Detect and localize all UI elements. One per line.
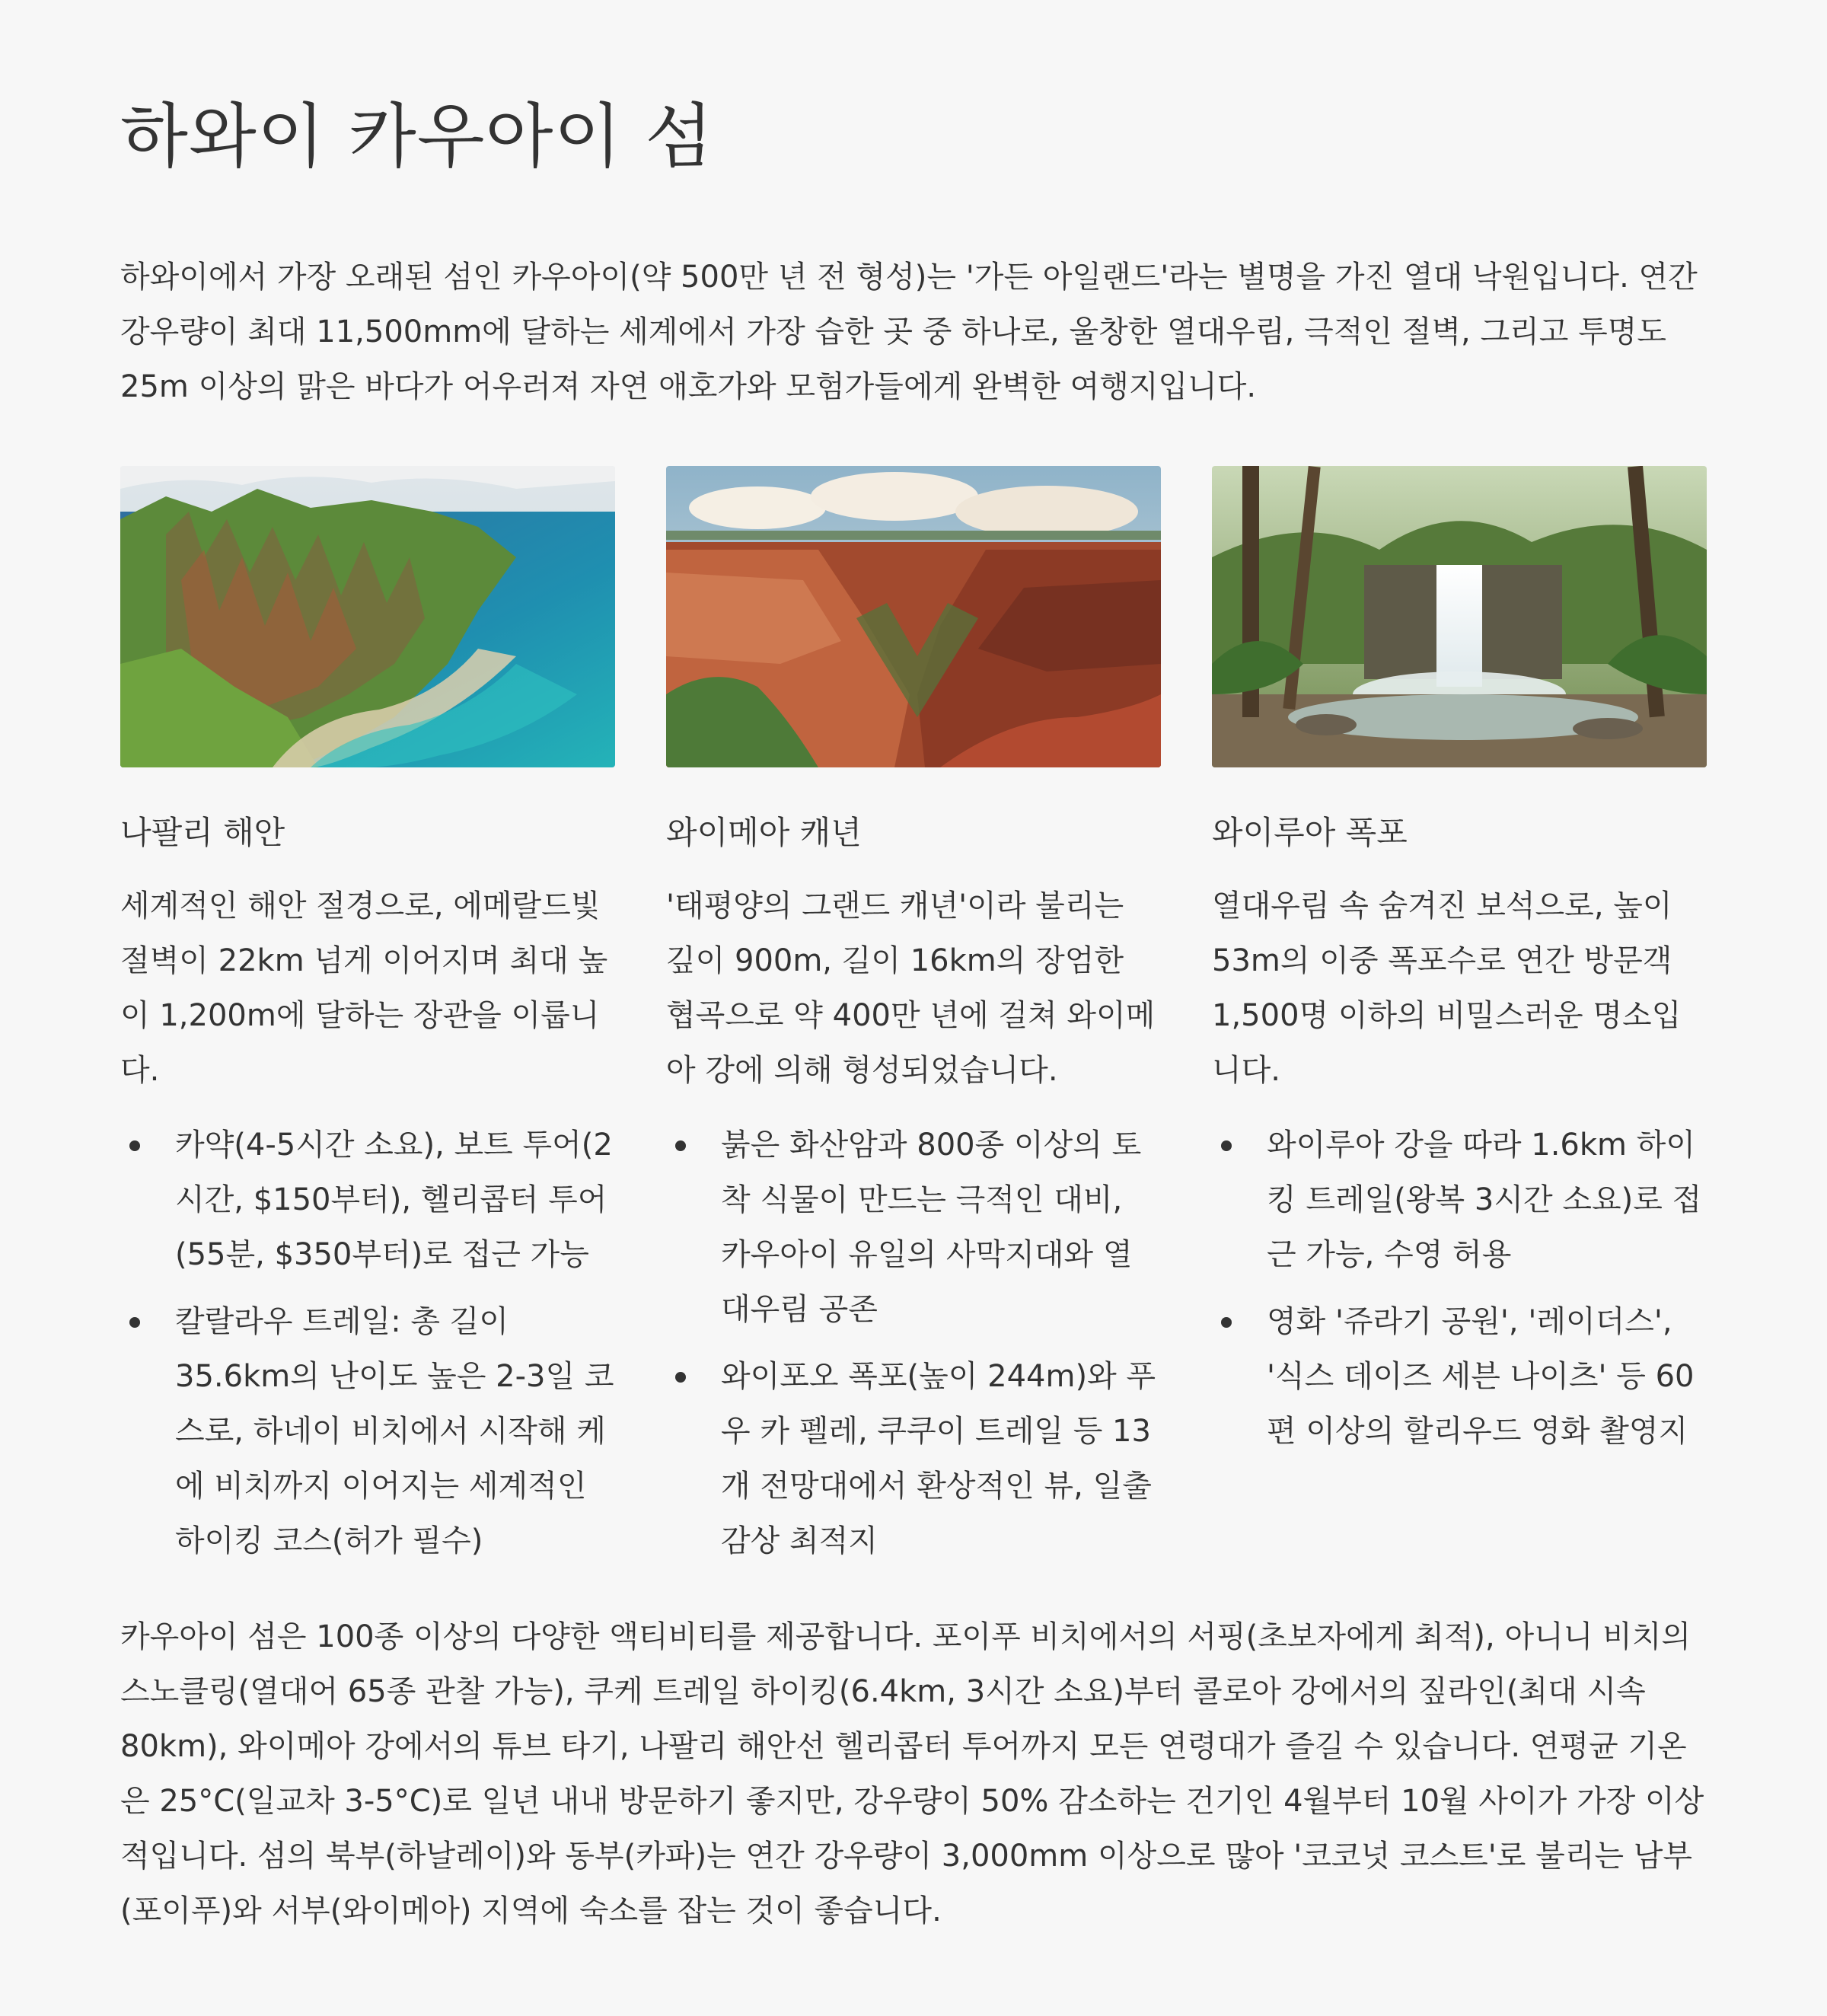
attraction-description: '태평양의 그랜드 캐년'이라 불리는 깊이 900m, 길이 16km의 장엄한 협곡으로 약 400만 년에 걸쳐 와이메아 강에 의해 형성되었습니다. [666, 888, 1156, 1088]
attraction-title: 와이루아 폭포 [1212, 814, 1408, 851]
wailua-falls-illustration [1212, 466, 1707, 767]
bullet-icon [1221, 1317, 1232, 1328]
waimea-canyon-illustration [666, 466, 1161, 767]
list-item-text: 칼랄라우 트레일: 총 길이 35.6km의 난이도 높은 2-3일 코스로, 하네이 비치에서 시작해 케에 비치까지 이어지는 세계적인 하이킹 코스(허가 필수) [175, 1304, 614, 1558]
napali-coast-image [120, 466, 615, 767]
list-item [120, 1294, 615, 1568]
attraction-description: 세계적인 해안 절경으로, 에메랄드빛 절벽이 22km 넘게 이어지며 최대 높이 1,200m에 달하는 장관을 이룹니다. [120, 888, 608, 1088]
list-item [120, 1118, 615, 1282]
list-item [666, 1349, 1161, 1568]
bullet-icon [1221, 1140, 1232, 1151]
attraction-bullet-list [1212, 1118, 1707, 1459]
list-item-text: 카약(4-5시간 소요), 보트 투어(2시간, $150부터), 헬리콥터 투어(55분, $350부터)로 접근 가능 [175, 1128, 613, 1272]
page-title: 하와이 카우아이 섬 [120, 96, 714, 177]
attraction-title: 나팔리 해안 [120, 814, 285, 851]
list-item-text: 와이포오 폭포(높이 244m)와 푸우 카 펠레, 쿠쿠이 트레일 등 13개 전망대에서 환상적인 뷰, 일출 감상 최적지 [721, 1359, 1156, 1558]
attraction-bullet-list [666, 1118, 1161, 1568]
attraction-card-wailua [1212, 466, 1707, 1581]
bullet-icon [129, 1140, 140, 1151]
list-item [1212, 1294, 1707, 1459]
list-item-text: 영화 '쥬라기 공원', '레이더스', '식스 데이즈 세븐 나이츠' 등 60편 이상의 할리우드 영화 촬영지 [1267, 1304, 1695, 1449]
list-item [1212, 1118, 1707, 1282]
attraction-bullet-list [120, 1118, 615, 1568]
attraction-title: 와이메아 캐년 [666, 814, 862, 851]
list-item-text: 붉은 화산암과 800종 이상의 토착 식물이 만드는 극적인 대비, 카우아이 유일의 사막지대와 열대우림 공존 [721, 1128, 1142, 1327]
bullet-icon [129, 1317, 140, 1328]
bullet-icon [675, 1372, 686, 1383]
list-item-text: 와이루아 강을 따라 1.6km 하이킹 트레일(왕복 3시간 소요)로 접근 가능, 수영 허용 [1267, 1128, 1702, 1272]
wailua-falls-image [1212, 466, 1707, 767]
outro-paragraph: 카우아이 섬은 100종 이상의 다양한 액티비티를 제공합니다. 포이푸 비치에서의 서핑(초보자에게 최적), 아니니 비치의 스노클링(열대어 65종 관찰 가능), 쿠케 트레일 하이킹(6.4km, 3시간 소요)부터 콜로아 강에서의 짚라인(최대 시속 80km), 와이메아 강에서의 튜브 타기, 나팔리 해안선 헬리콥터 투어까지 모든 연령대가 즐길 수 있습니다. 연평균 기온은 25°C(일교차 3-5°C)로 일년 내내 방문하기 좋지만, 강우량이 50% 감소하는 건기인 4월부터 10월 사이가 가장 이상적입니다. 섬의 북부(하날레이)와 동부(카파)는 연간 강우량이 3,000mm 이상으로 많아 '코코넛 코스트'로 불리는 남부(포이푸)와 서부(와이메아) 지역에 숙소를 잡는 것이 좋습니다. [120, 1619, 1704, 1928]
attractions-grid [120, 466, 1707, 1581]
intro-paragraph: 하와이에서 가장 오래된 섬인 카우아이(약 500만 년 전 형성)는 '가든 아일랜드'라는 별명을 가진 열대 낙원입니다. 연간 강우량이 최대 11,500mm에 달하는 세계에서 가장 습한 곳 중 하나로, 울창한 열대우림, 극적인 절벽, 그리고 투명도 25m 이상의 맑은 바다가 어우러져 자연 애호가와 모험가들에게 완벽한 여행지입니다. [120, 260, 1698, 404]
waimea-canyon-image [666, 466, 1161, 767]
attraction-card-waimea [666, 466, 1161, 1581]
attraction-description: 열대우림 속 숨겨진 보석으로, 높이 53m의 이중 폭포수로 연간 방문객 1,500명 이하의 비밀스러운 명소입니다. [1212, 888, 1682, 1088]
list-item [666, 1118, 1161, 1337]
bullet-icon [675, 1140, 686, 1151]
napali-coast-illustration [120, 466, 615, 767]
attraction-card-napali [120, 466, 615, 1581]
